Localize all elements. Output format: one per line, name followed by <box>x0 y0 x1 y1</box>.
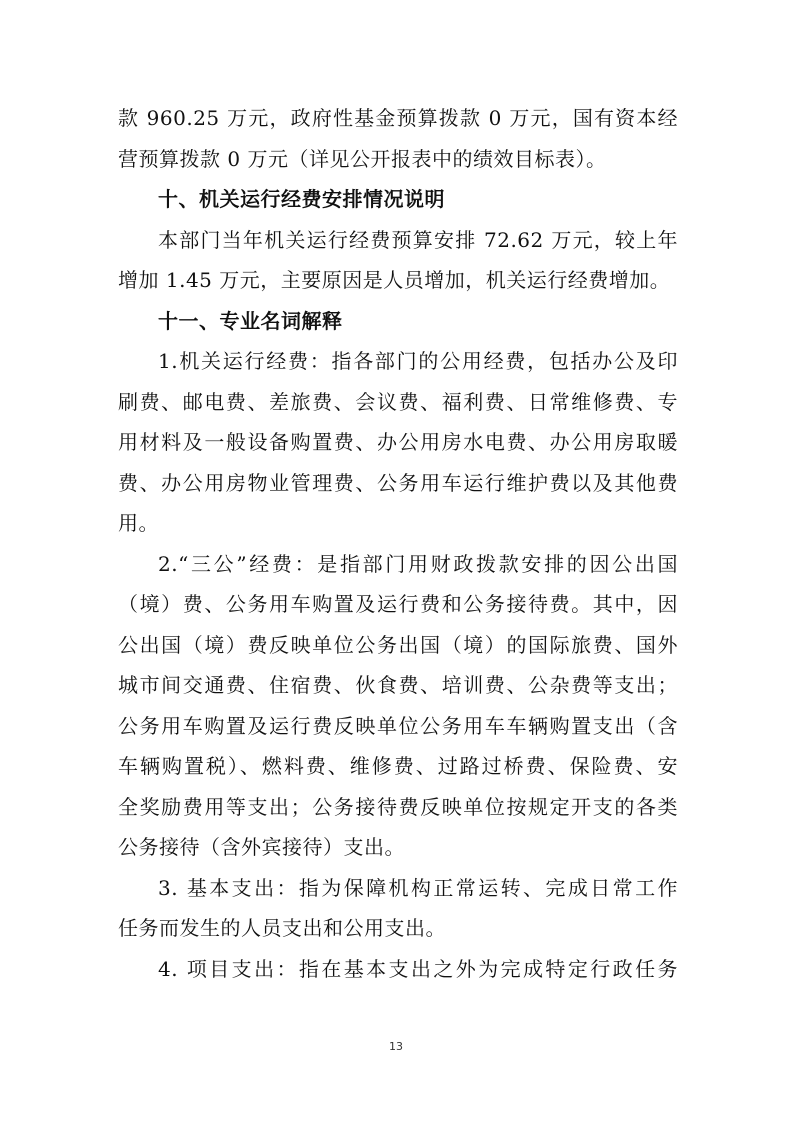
body-text-line: 3. 基本支出：指为保障机构正常运转、完成日常工作 <box>158 875 678 900</box>
body-text-line: 公务接待（含外宾接待）支出。 <box>118 835 405 859</box>
body-text-line: 城市间交通费、住宿费、伙食费、培训费、公杂费等支出； <box>118 673 678 697</box>
body-text-line: 款 960.25 万元，政府性基金预算拨款 0 万元，国有资本经 <box>118 106 678 130</box>
body-text-line: 2.“三公”经费：是指部门用财政拨款安排的因公出国 <box>158 551 678 576</box>
body-text-line: （境）费、公务用车购置及运行费和公务接待费。其中，因 <box>118 592 678 616</box>
section-heading: 十、机关运行经费安排情况说明 <box>158 187 445 211</box>
body-text-line: 4. 项目支出：指在基本支出之外为完成特定行政任务 <box>158 956 678 981</box>
body-text-line: 1.机关运行经费：指各部门的公用经费，包括办公及印 <box>158 349 678 373</box>
body-text-line: 公出国（境）费反映单位公务出国（境）的国际旅费、国外 <box>118 632 678 657</box>
body-text-line: 任务而发生的人员支出和公用支出。 <box>118 916 446 940</box>
body-text-line: 公务用车购置及运行费反映单位公务用车车辆购置支出（含 <box>118 713 678 738</box>
body-text-line: 车辆购置税）、燃料费、维修费、过路过桥费、保险费、安 <box>118 754 678 778</box>
body-text-line: 用材料及一般设备购置费、办公用房水电费、办公用房取暖 <box>118 430 678 454</box>
body-text-line: 营预算拨款 0 万元（详见公开报表中的绩效目标表）。 <box>118 146 607 171</box>
body-text-line: 刷费、邮电费、差旅费、会议费、福利费、日常维修费、专 <box>118 389 678 414</box>
body-text-line: 用。 <box>118 511 159 535</box>
section-heading: 十一、专业名词解释 <box>158 308 343 333</box>
body-text-line: 本部门当年机关运行经费预算安排 72.62 万元，较上年 <box>158 227 678 252</box>
body-text-line: 增加 1.45 万元，主要原因是人员增加，机关运行经费增加。 <box>118 268 671 292</box>
body-text-line: 费、办公用房物业管理费、公务用车运行维护费以及其他费 <box>118 470 678 495</box>
page-number: 13 <box>389 1040 403 1053</box>
document-body <box>118 98 678 989</box>
body-text-line: 全奖励费用等支出；公务接待费反映单位按规定开支的各类 <box>118 794 678 819</box>
